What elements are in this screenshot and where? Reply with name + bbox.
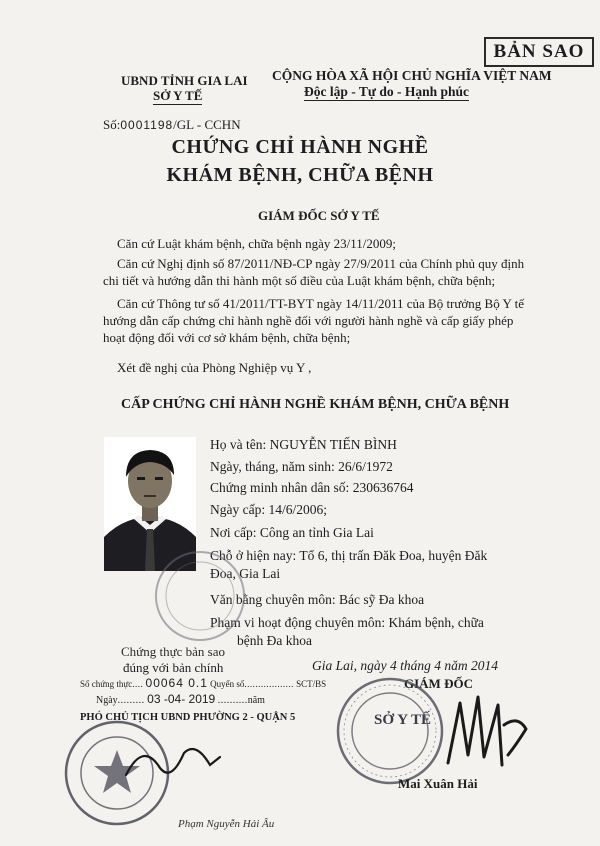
degree-label: Văn bằng chuyên môn:: [210, 592, 336, 607]
legal-basis-2-line2: chi tiết và hướng dẫn thi hành một số điều của Luật khám bệnh, chữa bệnh;: [103, 273, 496, 288]
cert-number-row: Số chứng thực.... 00064 0.1 Quyển số.................. SCT/BS: [80, 676, 327, 690]
nation-line1: CỘNG HÒA XÃ HỘI CHỦ NGHĨA VIỆT NAM: [272, 68, 552, 83]
id-label: Chứng minh nhân dân số:: [210, 480, 350, 495]
number-label: Số:: [103, 117, 121, 132]
scope-line2: bệnh Đa khoa: [237, 633, 312, 648]
seal-text: SỞ Y TẾ: [374, 712, 431, 728]
cert-line1: Chứng thực bản sao: [121, 644, 225, 659]
agency-line1: UBND TỈNH GIA LAI: [121, 73, 248, 88]
document-number: [103, 117, 241, 133]
issue-place-row: [210, 525, 374, 540]
cert-date-label: Ngày: [96, 695, 118, 706]
id-row: [210, 480, 413, 495]
cert-date-value: 03 -04- 2019: [147, 692, 216, 706]
residence-label: Chỗ ở hiện nay:: [210, 548, 297, 563]
cert-date-row: Ngày......... 03 -04- 2019 ..........năm: [96, 692, 265, 706]
title-line2: KHÁM BỆNH, CHỮA BỆNH: [166, 164, 434, 186]
legal-basis-4: Xét đề nghị của Phòng Nghiệp vụ Y ,: [117, 360, 312, 375]
number-suffix: /GL - CCHN: [173, 117, 241, 132]
residence-line2: Đoa, Gia Lai: [210, 566, 281, 581]
dob-label: Ngày, tháng, năm sinh:: [210, 459, 335, 474]
dob-row: [210, 459, 393, 474]
cert-date-suffix: năm: [247, 695, 265, 706]
grant-heading: CẤP CHỨNG CHỈ HÀNH NGHỀ KHÁM BỆNH, CHỮA BỆNH: [121, 397, 510, 412]
title-line1: CHỨNG CHỈ HÀNH NGHỀ: [171, 136, 429, 158]
legal-basis-1: Căn cứ Luật khám bệnh, chữa bệnh ngày 23/11/2009;: [117, 236, 396, 251]
issue-place-value: Công an tỉnh Gia Lai: [259, 525, 374, 540]
cert-book-label: Quyển số: [210, 679, 245, 689]
legal-basis-3-line3: hoạt động đối với cơ sở khám bệnh, chữa bệnh;: [103, 330, 351, 345]
scope-value: Khám bệnh, chữa: [388, 615, 484, 630]
director-signature: [438, 685, 534, 775]
legal-basis-3-line1: Căn cứ Thông tư số 41/2011/TT-BYT ngày 14/11/2011 của Bộ trưởng Bộ Y tế: [117, 296, 525, 311]
photo-seal-stamp: [152, 548, 248, 644]
issue-date-value: 14/6/2006;: [268, 502, 327, 517]
signer-role: GIÁM ĐỐC: [404, 676, 473, 691]
scope-row: [210, 615, 484, 630]
degree-value: Bác sỹ Đa khoa: [338, 592, 425, 607]
id-value: 230636764: [352, 480, 414, 495]
cert-official-name: Phạm Nguyễn Hải Âu: [178, 818, 275, 830]
copy-stamp: BẢN SAO: [484, 37, 594, 67]
legal-basis-3-line2: hướng dẫn cấp chứng chỉ hành nghề đối với người hành nghề và cấp giấy phép: [103, 313, 514, 328]
holder-name-row: [210, 437, 397, 452]
scope-label: Phạm vi hoạt động chuyên môn:: [210, 615, 386, 630]
issue-place-label: Nơi cấp:: [210, 525, 257, 540]
official-seal-stamp: [334, 675, 446, 787]
dob-value: 26/6/1972: [338, 459, 393, 474]
issue-date-row: [210, 502, 327, 517]
agency-line2: SỞ Y TẾ: [153, 88, 203, 103]
residence-row: [210, 548, 487, 563]
cert-line2: đúng với bản chính: [123, 660, 224, 675]
legal-basis-2-line1: Căn cứ Nghị định số 87/2011/NĐ-CP ngày 27/9/2011 của Chính phủ quy định: [117, 256, 525, 271]
ward-official-signature: [118, 735, 228, 795]
cert-no-label: Số chứng thực: [80, 679, 133, 689]
number-value: 0001198: [120, 118, 174, 132]
signer-name: Mai Xuân Hải: [398, 776, 478, 791]
cert-no-value: 00064 0.1: [145, 676, 208, 690]
cert-official-title: PHÓ CHỦ TỊCH UBND PHƯỜNG 2 - QUẬN 5: [80, 712, 296, 723]
cert-book-suffix: SCT/BS: [296, 679, 327, 689]
issuer-title: GIÁM ĐỐC SỞ Y TẾ: [258, 208, 380, 223]
holder-name: NGUYỄN TIẾN BÌNH: [269, 437, 397, 452]
place-date: Gia Lai, ngày 4 tháng 4 năm 2014: [312, 658, 499, 673]
nation-line2: Độc lập - Tự do - Hạnh phúc: [304, 84, 470, 99]
residence-value: Tổ 6, thị trấn Đăk Đoa, huyện Đăk: [299, 548, 488, 563]
issue-date-label: Ngày cấp:: [210, 502, 266, 517]
name-label: Họ và tên:: [210, 437, 267, 452]
